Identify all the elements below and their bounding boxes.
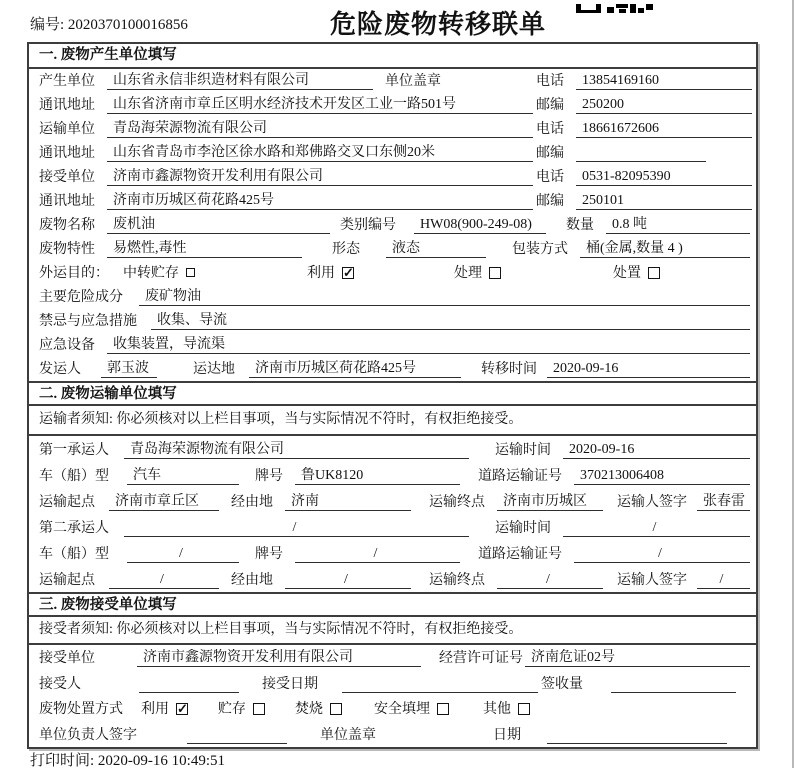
transport-time-label: 运输时间 <box>495 521 551 536</box>
packaging-label: 包装方式 <box>512 242 568 257</box>
checkbox-icon <box>253 703 265 715</box>
transfer-time-value: 2020-09-16 <box>547 360 750 378</box>
print-time-value: 2020-09-16 10:49:51 <box>97 753 225 768</box>
origin-value: 济南市章丘区 <box>109 493 219 511</box>
row-acceptor <box>29 670 756 696</box>
shipper-value: 郭玉波 <box>101 360 157 378</box>
disposal-option-landfill <box>374 701 449 718</box>
zip-value: 250200 <box>576 96 752 114</box>
checkbox-label: 中转贮存 <box>123 266 179 281</box>
row-waste-name <box>29 213 756 237</box>
disposal-option-other <box>483 701 530 718</box>
row-producer-unit <box>29 69 756 93</box>
hazard-value: 废矿物油 <box>139 288 750 306</box>
address-value: 山东省青岛市李沧区徐水路和郑佛路交叉口东侧20米 <box>107 144 533 162</box>
end-value: 济南市历城区 <box>497 493 603 511</box>
section2-notice: 运输者须知: 你必须核对以上栏目事项，当与实际情况不符时，有权拒绝接受。 <box>29 406 756 436</box>
phone-label: 电话 <box>536 74 564 89</box>
section1-header: 一. 废物产生单位填写 <box>29 44 756 69</box>
transport-time-value: / <box>563 519 750 537</box>
address-label: 通讯地址 <box>39 146 95 161</box>
waste-name-value: 废机油 <box>107 216 330 234</box>
carrier-sign-label: 运输人签字 <box>617 573 687 588</box>
producer-unit-value: 山东省永信非织造材料有限公司 <box>107 72 373 90</box>
serial-value: 2020370100016856 <box>67 17 188 33</box>
transport-unit-value: 青岛海荣源物流有限公司 <box>107 120 533 138</box>
page-title: 危险废物转移联单 <box>330 10 547 39</box>
accept-unit-value: 济南市鑫源物资开发利用有限公司 <box>137 649 421 667</box>
receiver-unit-value: 济南市鑫源物资开发利用有限公司 <box>107 168 533 186</box>
via-label: 经由地 <box>231 495 273 510</box>
phone-value: 0531-82095390 <box>576 168 752 186</box>
date-label: 日期 <box>493 728 521 743</box>
destination-value: 济南市历城区荷花路425号 <box>249 360 461 378</box>
via-label: 经由地 <box>231 573 273 588</box>
license-label: 经营许可证号 <box>439 651 523 666</box>
transport-time-label: 运输时间 <box>495 443 551 458</box>
checkbox-icon <box>437 703 449 715</box>
section3-header: 三. 废物接受单位填写 <box>29 592 756 617</box>
section2-header: 二. 废物运输单位填写 <box>29 381 756 406</box>
unit-seal-label: 单位盖章 <box>320 728 376 743</box>
carrier-sign-value: 张春雷 <box>697 493 750 511</box>
responsible-sign-value <box>187 727 287 744</box>
checkbox-label: 其他 <box>483 702 511 717</box>
equipment-label: 应急设备 <box>39 338 95 353</box>
phone-label: 电话 <box>536 122 564 137</box>
disposal-label: 废物处置方式 <box>39 702 123 717</box>
section3-notice: 接受者须知: 你必须核对以上栏目事项，当与实际情况不符时，有权拒绝接受。 <box>29 617 756 645</box>
purpose-option-utilize <box>307 265 354 282</box>
address-label: 通讯地址 <box>39 194 95 209</box>
row-route-2 <box>29 566 756 592</box>
phone-value: 18661672606 <box>576 120 752 138</box>
acceptor-label: 接受人 <box>39 677 81 692</box>
property-value: 易燃性,毒性 <box>107 240 302 258</box>
row-disposal-method <box>29 696 756 721</box>
row-transport-address <box>29 141 756 165</box>
row-receiver-address <box>29 189 756 213</box>
carrier-sign-label: 运输人签字 <box>617 495 687 510</box>
via-value: / <box>285 571 411 589</box>
purpose-option-treat <box>454 265 501 282</box>
end-value: / <box>497 571 603 589</box>
plate-value: / <box>295 545 460 563</box>
origin-label: 运输起点 <box>39 573 95 588</box>
hazard-label: 主要危险成分 <box>39 290 123 305</box>
responsible-sign-label: 单位负责人签字 <box>39 728 137 743</box>
checkbox-icon <box>330 703 342 715</box>
accept-unit-label: 接受单位 <box>39 651 95 666</box>
receipt-qty-value <box>611 676 736 693</box>
checkbox-checked-icon <box>176 703 188 715</box>
row-waste-property <box>29 237 756 261</box>
row-hazard-component <box>29 285 756 309</box>
receiver-unit-label: 接受单位 <box>39 170 95 185</box>
taboo-value: 收集、导流 <box>151 312 750 330</box>
row-accept-unit <box>29 645 756 670</box>
zip-label: 邮编 <box>536 146 564 161</box>
row-vehicle-1 <box>29 462 756 488</box>
address-label: 通讯地址 <box>39 98 95 113</box>
row-purpose <box>29 261 756 285</box>
vehicle-type-value: 汽车 <box>127 467 239 485</box>
carrier-sign-value: / <box>697 571 750 589</box>
date-value <box>547 727 727 744</box>
purpose-option-dispose <box>613 265 660 282</box>
row-receiver-unit <box>29 165 756 189</box>
address-value: 济南市历城区荷花路425号 <box>107 192 533 210</box>
acceptor-value <box>139 676 239 693</box>
origin-label: 运输起点 <box>39 495 95 510</box>
end-label: 运输终点 <box>429 573 485 588</box>
checkbox-checked-icon <box>342 267 354 279</box>
address-value: 山东省济南市章丘区明水经济技术开发区工业一路501号 <box>107 96 533 114</box>
accept-date-label: 接受日期 <box>262 677 318 692</box>
quantity-value: 0.8 吨 <box>606 216 750 234</box>
phone-value: 13854169160 <box>576 72 752 90</box>
plate-label: 牌号 <box>255 547 283 562</box>
packaging-value: 桶(金属,数量 4 ) <box>580 240 750 258</box>
row-vehicle-2 <box>29 540 756 566</box>
row-shipper <box>29 357 756 381</box>
checkbox-label: 安全填埋 <box>374 702 430 717</box>
vehicle-type-label: 车（船）型 <box>39 469 109 484</box>
row-transport-unit <box>29 117 756 141</box>
shipper-label: 发运人 <box>39 362 81 377</box>
origin-value: / <box>109 571 219 589</box>
end-label: 运输终点 <box>429 495 485 510</box>
row-second-carrier <box>29 514 756 540</box>
vehicle-type-label: 车（船）型 <box>39 547 109 562</box>
carrier-value: 青岛海荣源物流有限公司 <box>124 441 469 459</box>
category-label: 类别编号 <box>340 218 396 233</box>
via-value: 济南 <box>285 493 411 511</box>
row-responsible-sign <box>29 721 756 747</box>
checkbox-icon <box>518 703 530 715</box>
checkbox-label: 利用 <box>307 266 335 281</box>
row-producer-address <box>29 93 756 117</box>
disposal-option-incinerate <box>295 701 342 718</box>
transport-unit-label: 运输单位 <box>39 122 95 137</box>
qr-code-partial-icon <box>576 0 656 18</box>
form-value: 液态 <box>386 240 486 258</box>
purpose-label: 外运目的： <box>39 266 109 281</box>
destination-label: 运达地 <box>193 362 235 377</box>
road-permit-value: / <box>574 545 750 563</box>
zip-label: 邮编 <box>536 98 564 113</box>
zip-value: 250101 <box>576 192 752 210</box>
accept-date-value <box>342 676 538 693</box>
road-permit-value: 370213006408 <box>574 467 750 485</box>
disposal-option-utilize <box>141 701 188 718</box>
unit-seal-label: 单位盖章 <box>385 74 441 89</box>
taboo-label: 禁忌与应急措施 <box>39 314 137 329</box>
zip-value-blank <box>576 145 706 162</box>
vehicle-type-value: / <box>127 545 239 563</box>
producer-unit-label: 产生单位 <box>39 74 95 89</box>
carrier-label: 第一承运人 <box>39 443 109 458</box>
checkbox-label: 焚烧 <box>295 702 323 717</box>
serial-number-line <box>30 13 188 34</box>
checkbox-icon <box>489 267 501 279</box>
print-time-label: 打印时间: <box>30 753 95 768</box>
license-value: 济南危证02号 <box>525 649 750 667</box>
checkbox-icon <box>186 268 195 277</box>
row-taboo-measures <box>29 309 756 333</box>
carrier-value: / <box>124 519 469 537</box>
road-permit-label: 道路运输证号 <box>478 547 562 562</box>
checkbox-icon <box>648 267 660 279</box>
row-emergency-equipment <box>29 333 756 357</box>
equipment-value: 收集装置，导流渠 <box>107 336 750 354</box>
quantity-label: 数量 <box>566 218 594 233</box>
waste-name-label: 废物名称 <box>39 218 95 233</box>
plate-label: 牌号 <box>255 469 283 484</box>
transfer-time-label: 转移时间 <box>481 362 537 377</box>
form-label: 形态 <box>332 242 360 257</box>
purpose-option-transfer-storage <box>123 265 195 282</box>
row-first-carrier <box>29 436 756 462</box>
checkbox-label: 利用 <box>141 702 169 717</box>
zip-label: 邮编 <box>536 194 564 209</box>
serial-label: 编号: <box>30 17 65 33</box>
transport-time-value: 2020-09-16 <box>563 441 750 459</box>
phone-label: 电话 <box>536 170 564 185</box>
page-edge-line <box>792 0 794 768</box>
carrier-label: 第二承运人 <box>39 521 109 536</box>
plate-value: 鲁UK8120 <box>295 467 460 485</box>
disposal-option-storage <box>218 701 265 718</box>
property-label: 废物特性 <box>39 242 95 257</box>
checkbox-label: 贮存 <box>218 702 246 717</box>
row-route-1 <box>29 488 756 514</box>
print-time-line <box>30 749 225 768</box>
checkbox-label: 处置 <box>613 266 641 281</box>
manifest-form-table <box>27 42 758 749</box>
receipt-qty-label: 签收量 <box>541 677 583 692</box>
checkbox-label: 处理 <box>454 266 482 281</box>
category-value: HW08(900-249-08) <box>414 216 546 234</box>
road-permit-label: 道路运输证号 <box>478 469 562 484</box>
